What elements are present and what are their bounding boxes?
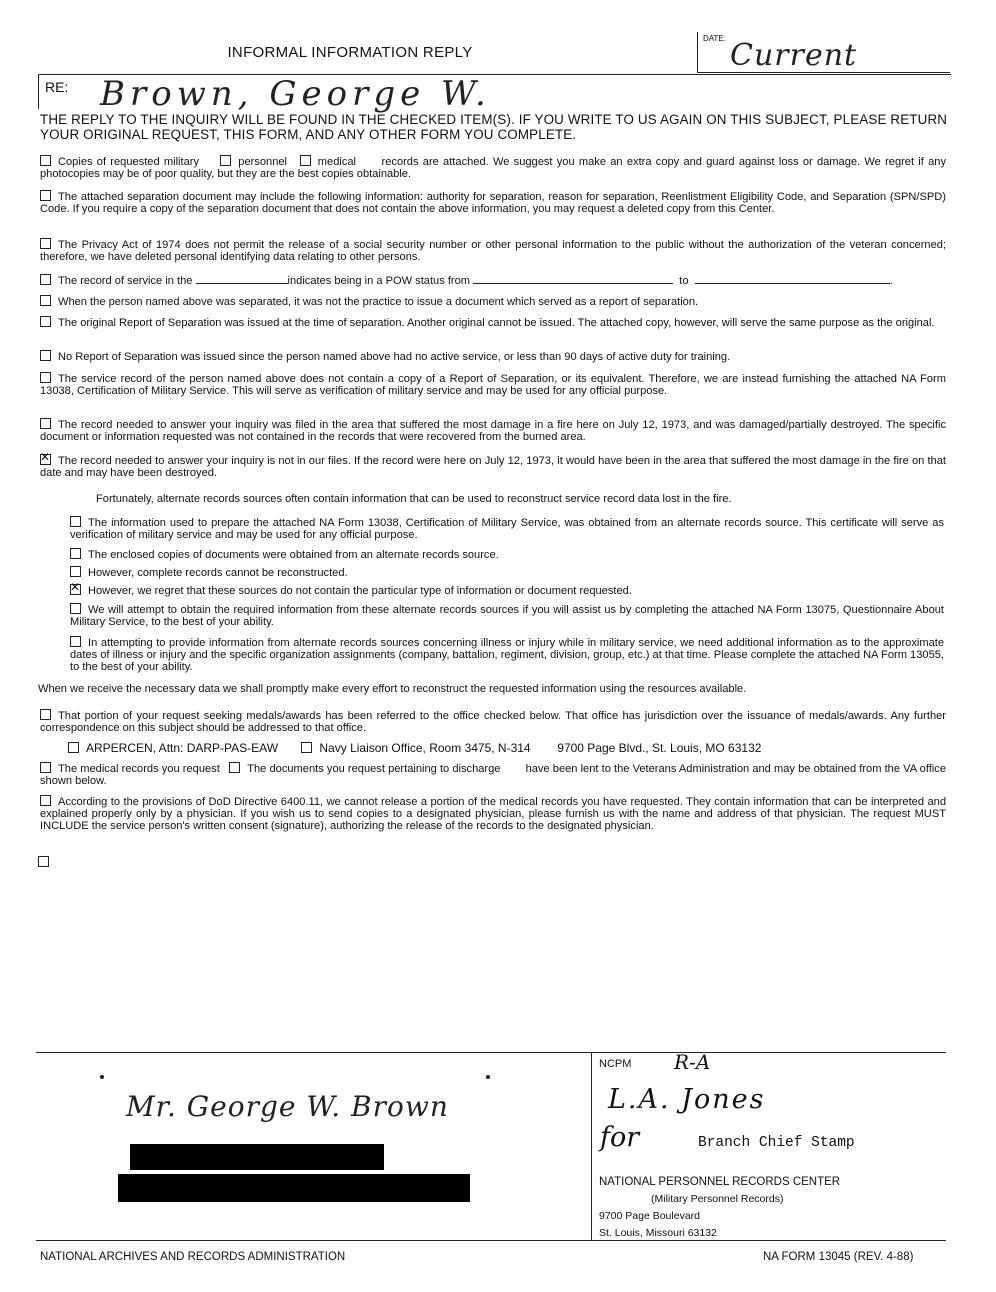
item-dod: According to the provisions of DoD Directive 6400.11, we cannot release a portion of the medical records you have requested. They contain information that can be interpreted and explained properly only by a physician. If you wish us to send copies to a designated physician, please furnish us with the name and address of that physician. The request MUST INCLUDE the service person's written consent (signature), authorizing the release of the records to the designated physician. bbox=[40, 796, 946, 833]
instructions-heading: THE REPLY TO THE INQUIRY WILL BE FOUND IN THE CHECKED ITEM(S). IF YOU WRITE TO US AGAIN ON THIS SUBJECT, PLEASE RETURN YOUR ORIGINAL REQUEST, THIS FORM, AND ANY OTHER FORM YOU COMPLETE. bbox=[40, 112, 948, 142]
for-handwritten: for bbox=[600, 1122, 640, 1153]
item-alt-copies: The enclosed copies of documents were obtained from an alternate records source. bbox=[70, 548, 944, 561]
checkbox[interactable] bbox=[40, 795, 51, 806]
checkbox[interactable] bbox=[40, 418, 51, 429]
checkbox-blank[interactable] bbox=[38, 856, 49, 867]
item-pow: The record of service in the indicates being in a POW status from to . bbox=[40, 274, 946, 287]
sender-sub: (Military Personnel Records) bbox=[651, 1193, 784, 1205]
form-title: INFORMAL INFORMATION REPLY bbox=[227, 44, 473, 61]
checkbox[interactable] bbox=[40, 372, 51, 383]
item-fire-damaged: The record needed to answer your inquiry was filed in the area that suffered the most damage in a fire here on July 12, 1973, and was damaged/partially destroyed. The specific document or information requested was not contained in the records that were recovered from the burned area. bbox=[40, 419, 946, 444]
item-regret: ✕However, we regret that these sources do not contain the particular type of information or document requested. bbox=[70, 584, 944, 597]
re-label: RE: bbox=[45, 79, 69, 95]
item-original-report: The original Report of Separation was issued at the time of separation. Another original cannot be issued. The attached copy, however, will serve the same purpose as the original. bbox=[40, 316, 946, 329]
item-privacy-act: The Privacy Act of 1974 does not permit the release of a social security number or other personal information to the public without the authorization of the veteran concerned; therefore, we have deleted personal identifying data relating to other persons. bbox=[40, 239, 946, 264]
address-vdivider bbox=[591, 1052, 592, 1240]
window-mark bbox=[486, 1075, 490, 1079]
checkbox[interactable] bbox=[70, 636, 81, 647]
ncpm-label: NCPM bbox=[599, 1058, 632, 1070]
item-not-in-files: ✕The record needed to answer your inquiry is not in our files. If the record were here on July 12, 1973, it would have been in the area that suffered the most damage in the fire on that date and may have been destroyed. bbox=[40, 454, 946, 479]
item-no-practice: When the person named above was separated, it was not the practice to issue a document which served as a report of separation. bbox=[40, 295, 946, 308]
fortunately-note: Fortunately, alternate records sources often contain information that can be used to reconstruct service record data lost in the fire. bbox=[96, 493, 732, 505]
when-receive-note: When we receive the necessary data we shall promptly make every effort to reconstruct the requested information using the resources available. bbox=[38, 683, 747, 695]
checkbox[interactable] bbox=[40, 155, 51, 166]
sender-street: 9700 Page Boulevard bbox=[599, 1210, 700, 1222]
window-mark bbox=[100, 1075, 104, 1079]
checkbox[interactable] bbox=[70, 603, 81, 614]
footer-agency: NATIONAL ARCHIVES AND RECORDS ADMINISTRATION bbox=[40, 1251, 346, 1263]
sender-city: St. Louis, Missouri 63132 bbox=[599, 1227, 717, 1239]
checkbox[interactable] bbox=[301, 742, 312, 753]
checkbox[interactable] bbox=[40, 190, 51, 201]
footer-form-number: NA FORM 13045 (REV. 4-88) bbox=[763, 1251, 914, 1263]
checkbox[interactable] bbox=[70, 566, 81, 577]
checkbox[interactable] bbox=[300, 155, 311, 166]
item-form-13055: In attempting to provide information from alternate records sources concerning illness or injury while in military service, we need additional information as to the approximate dates of illness or injury and the specific organization assignments (company, battalion, regiment, division, group, etc.) at that time. Please complete the attached NA Form 13055, to the best of your ability. bbox=[70, 637, 944, 674]
checkbox[interactable] bbox=[68, 742, 79, 753]
item-form-13075: We will attempt to obtain the required information from these alternate records sources if you will assist us by completing the attached NA Form 13075, Questionnaire About Military Service, to the best of your ability. bbox=[70, 604, 944, 629]
branch-chief-stamp: Branch Chief Stamp bbox=[698, 1135, 855, 1151]
sender-org: NATIONAL PERSONNEL RECORDS CENTER bbox=[599, 1176, 841, 1188]
sender-address bbox=[599, 1174, 840, 1242]
checkbox[interactable] bbox=[40, 762, 51, 773]
checkbox[interactable] bbox=[40, 238, 51, 249]
address-divider bbox=[36, 1052, 946, 1053]
checkbox[interactable] bbox=[40, 350, 51, 361]
item-cannot-reconstruct: However, complete records cannot be reconstructed. bbox=[70, 566, 944, 579]
date-value: Current bbox=[730, 38, 858, 73]
item-alt-13038: The information used to prepare the attached NA Form 13038, Certification of Military Service, was obtained from an alternate records source. This certificate will serve as verification of military service and may be used for any official purpose. bbox=[70, 517, 944, 542]
footer-divider bbox=[36, 1240, 946, 1241]
checkbox[interactable] bbox=[40, 274, 51, 285]
redaction-bar bbox=[130, 1144, 384, 1170]
date-label: DATE: bbox=[703, 34, 726, 43]
checkbox[interactable] bbox=[220, 155, 231, 166]
item-no-copy: The service record of the person named above does not contain a copy of a Report of Separation, or its equivalent. Therefore, we are instead furnishing the attached NA Form 13038, Certification of Military Service. This will serve as verification of military service and may be used for any official purpose. bbox=[40, 373, 946, 398]
item-va: The medical records you request The documents you request pertaining to discharge have been lent to the Veterans Administration and may be obtained from the VA office shown below. bbox=[40, 763, 946, 788]
item-medal-offices: ARPERCEN, Attn: DARP-PAS-EAW Navy Liaison Office, Room 3475, N-314 9700 Page Blvd., St. Louis, MO 63132 bbox=[68, 742, 948, 754]
recipient-name-handwritten: Mr. George W. Brown bbox=[126, 1090, 449, 1123]
redaction-bar bbox=[118, 1174, 470, 1202]
checkbox[interactable] bbox=[229, 762, 240, 773]
checkbox[interactable] bbox=[40, 295, 51, 306]
checkbox[interactable] bbox=[40, 316, 51, 327]
ncpm-value: R-A bbox=[674, 1050, 711, 1074]
re-name-handwritten: Brown, George W. bbox=[100, 74, 491, 114]
item-copies: Copies of requested military personnel medical records are attached. We suggest you make an extra copy and guard against loss or damage. We regret if any photocopies may be of poor quality, but they are the best copies obtainable. bbox=[40, 156, 946, 181]
checkbox-checked[interactable] bbox=[40, 454, 51, 465]
item-separation-doc: The attached separation document may include the following information: authority for separation, reason for separation, Reenlistment Eligibility Code, and Separation (SPN/SPD) Code. If you require a copy of the separation document that does not contain the above information, you may request a deleted copy from this Center. bbox=[40, 191, 946, 216]
sender-signature: L.A. Jones bbox=[608, 1084, 766, 1115]
checkbox-checked[interactable] bbox=[70, 584, 81, 595]
checkbox[interactable] bbox=[70, 548, 81, 559]
checkbox[interactable] bbox=[40, 709, 51, 720]
item-no-report: No Report of Separation was issued since the person named above had no active service, or less than 90 days of active duty for training. bbox=[40, 350, 946, 363]
checkbox[interactable] bbox=[70, 516, 81, 527]
item-medals: That portion of your request seeking medals/awards has been referred to the office checked below. That office has jurisdiction over the issuance of medals/awards. Any further correspondence on this subject should be addressed to that office. bbox=[40, 710, 946, 735]
